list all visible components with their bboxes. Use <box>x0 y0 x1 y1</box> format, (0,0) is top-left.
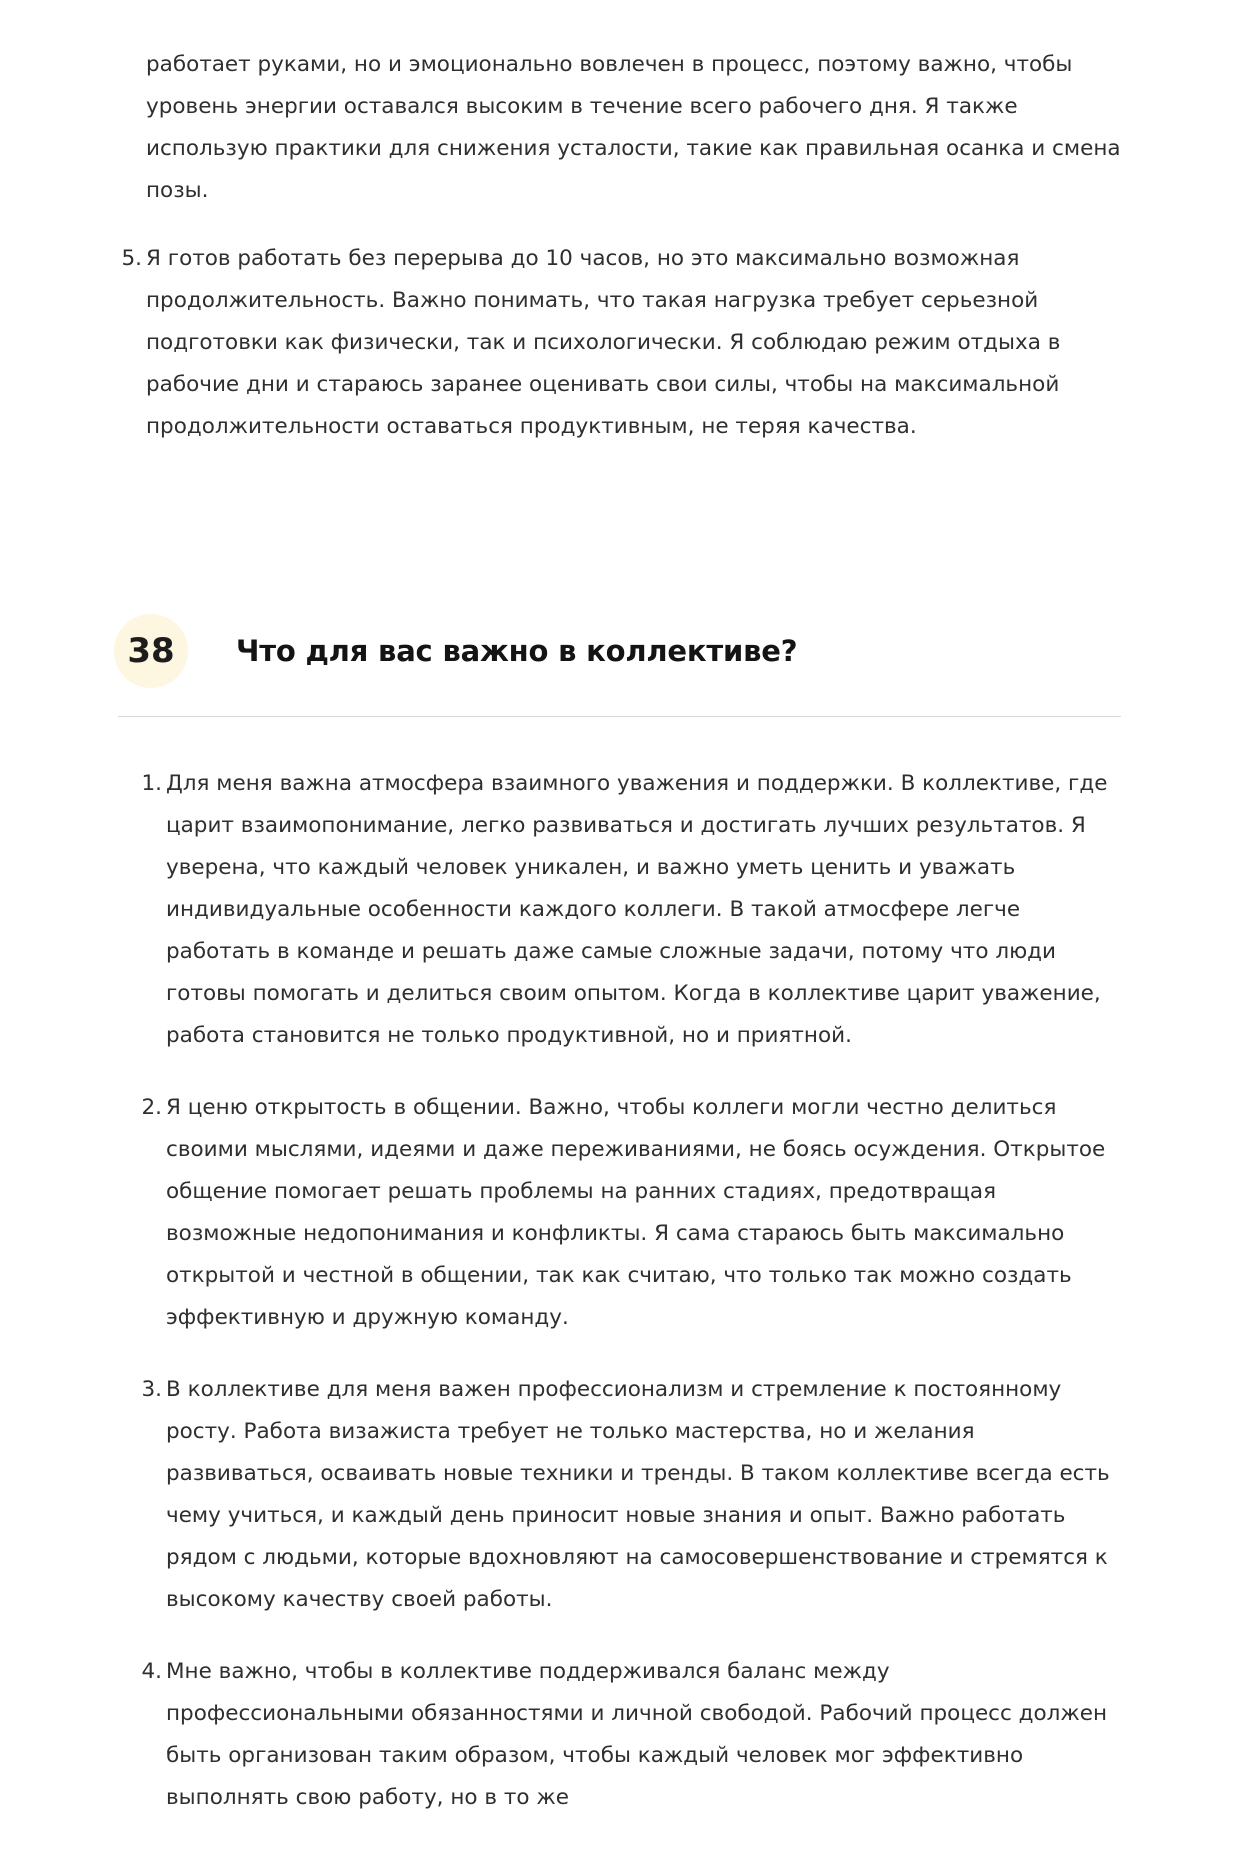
continued-paragraph: работает руками, но и эмоционально вовлечен в процесс, поэтому важно, чтобы уровень энергии оставался высоким в течение всего рабочего дня. Я также использую практики для снижения усталости, такие как правильная осанка и смена позы. <box>146 52 1121 203</box>
list-item: Я ценю открытость в общении. Важно, чтобы коллеги могли честно делиться своими мыслями, идеями и даже переживаниями, не боясь осуждения. Открытое общение помогает решать проблемы на ранних стадиях, предотвращая возможные недопонимания и конфликты. Я сама стараюсь быть максимально открытой и честной в общении, так как считаю, что только так можно создать эффективную и дружную команду. <box>166 1095 1106 1330</box>
list-item: Мне важно, чтобы в коллективе поддерживался баланс между профессиональными обязанностями и личной свободой. Рабочий процесс должен быть организован таким образом, чтобы каждый человек мог эффективно выполнять свою работу, но в то же <box>166 1659 1108 1810</box>
list-item: В коллективе для меня важен профессионализм и стремление к постоянному росту. Работа визажиста требует не только мастерства, но и желания развиваться, осваивать новые техники и тренды. В таком коллективе всегда есть чему учиться, и каждый день приносит новые знания и опыт. Важно работать рядом с людьми, которые вдохновляют на самосовершенствование и стремятся к высокому качеству своей работы. <box>166 1377 1110 1612</box>
question-header <box>118 608 1121 694</box>
question-number-badge: 38 <box>114 614 188 688</box>
continued-answer-list <box>118 238 1121 448</box>
page-title: Что для вас важно в коллективе? <box>236 634 798 668</box>
list-item: Для меня важна атмосфера взаимного уважения и поддержки. В коллективе, где царит взаимопонимание, легко развиваться и достигать лучших результатов. Я уверена, что каждый человек уникален, и важно уметь ценить и уважать индивидуальные особенности каждого коллеги. В такой атмосфере легче работать в команде и решать даже самые сложные задачи, потому что люди готовы помогать и делиться своим опытом. Когда в коллективе царит уважение, работа становится не только продуктивной, но и приятной. <box>166 771 1108 1048</box>
answers-container <box>118 763 1121 1819</box>
divider <box>118 716 1121 717</box>
continued-section <box>118 44 1121 448</box>
question-section <box>118 608 1121 1819</box>
answer-list <box>138 763 1121 1819</box>
list-item: Я готов работать без перерыва до 10 часов, но это максимально возможная продолжительность. Важно понимать, что такая нагрузка требует серьезной подготовки как физически, так и психологически. Я соблюдаю режим отдыха в рабочие дни и стараюсь заранее оценивать свои силы, чтобы на максимальной продолжительности оставаться продуктивным, не теряя качества. <box>146 246 1061 439</box>
